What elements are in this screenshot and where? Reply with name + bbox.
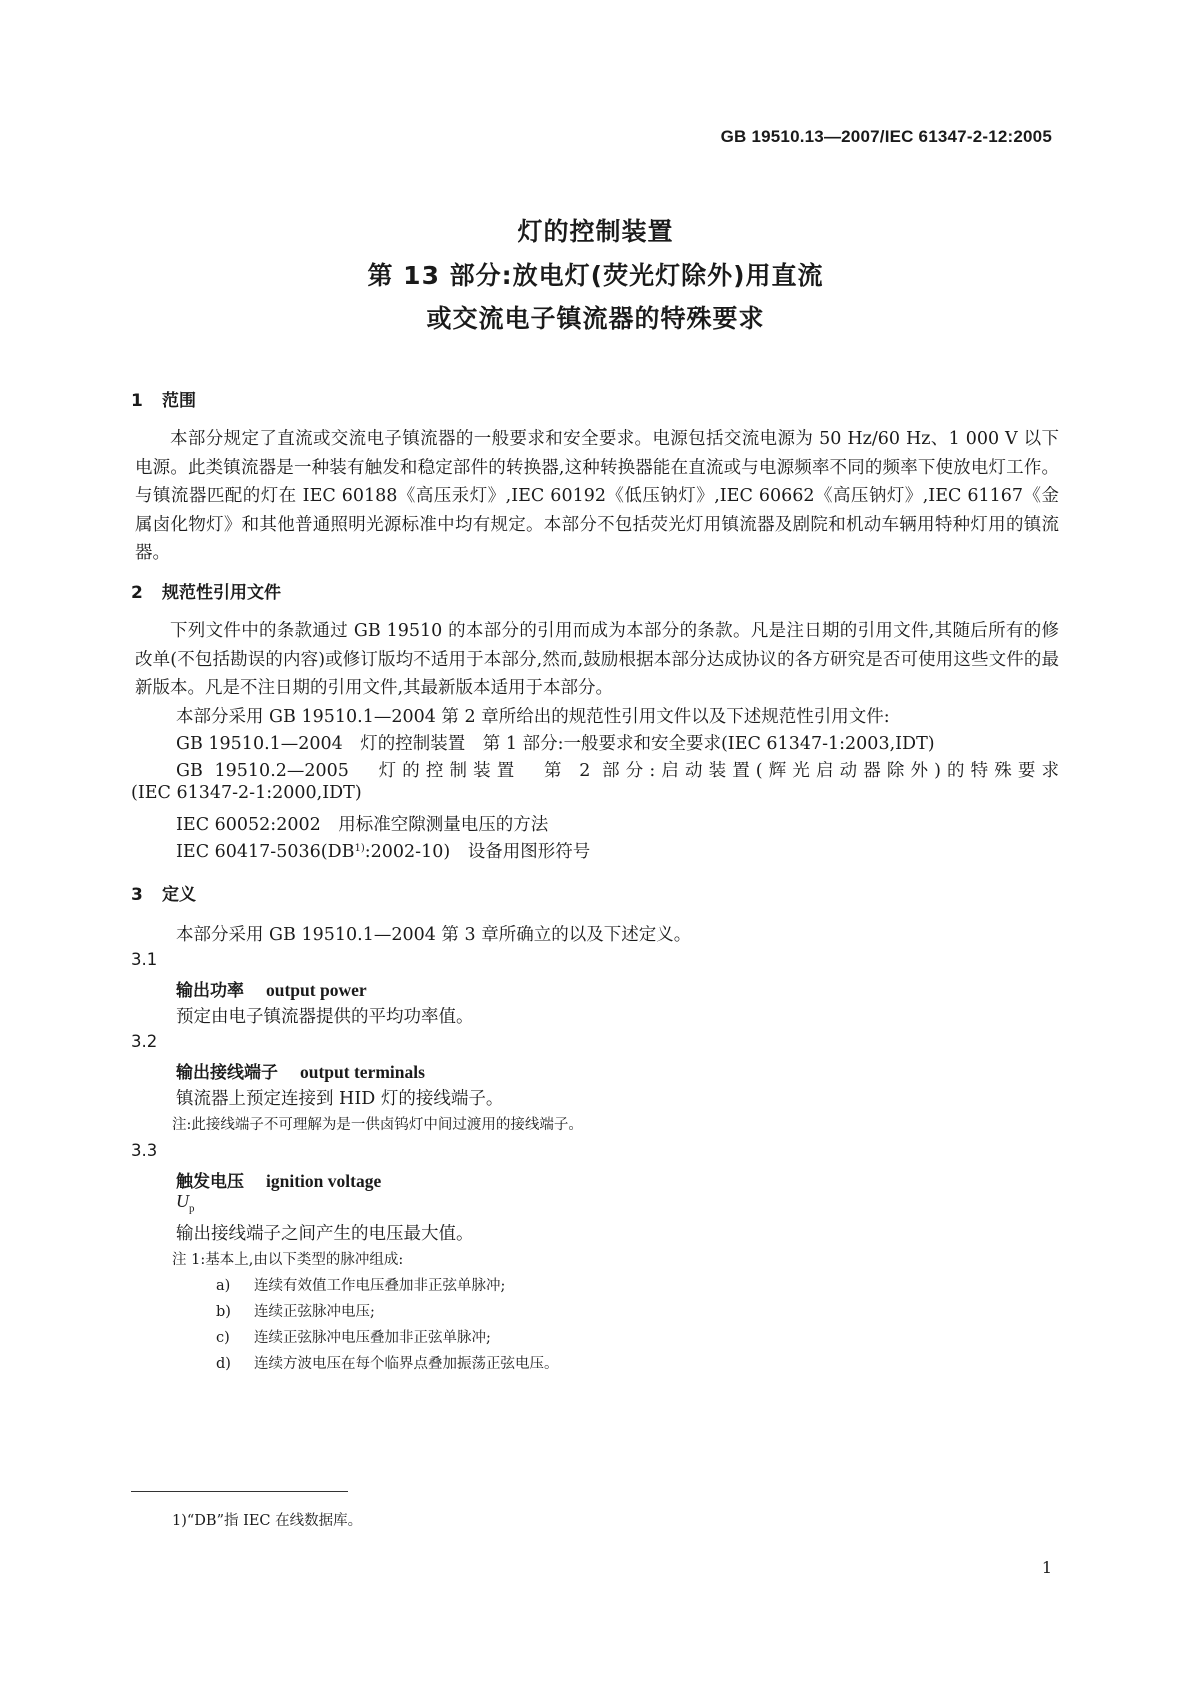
reference-gb19510-1: GB 19510.1—2004 灯的控制装置 第 1 部分:一般要求和安全要求(IEC 61347-1:2003,IDT) bbox=[176, 734, 935, 754]
section-title: 定义 bbox=[162, 885, 196, 905]
reference-iec60417 bbox=[176, 838, 590, 863]
title-line-3: 或交流电子镇流器的特殊要求 bbox=[426, 304, 765, 333]
term-zh: 触发电压 bbox=[176, 1172, 244, 1192]
clause-3-1-number: 3.1 bbox=[131, 950, 158, 969]
term-zh: 输出接线端子 bbox=[176, 1063, 278, 1083]
clause-3-2-number: 3.2 bbox=[131, 1032, 158, 1051]
section-1-paragraph: 本部分规定了直流或交流电子镇流器的一般要求和安全要求。电源包括交流电源为 50 Hz/60 Hz、1 000 V 以下电源。此类镇流器是一种装有触发和稳定部件的转换器,这种转换器能在直流或与电源频率不同的频率下使放电灯工作。与镇流器匹配的灯在 IEC 60188《高压汞灯》,IEC 60192《低压钠灯》,IEC 60662《高压钠灯》,IEC 61167《金属卤化物灯》和其他普通照明光源标准中均有规定。本部分不包括荧光灯用镇流器及剧院和机动车辆用特种灯用的镇流器。 bbox=[135, 429, 1059, 563]
ignition-voltage-symbol bbox=[176, 1191, 195, 1215]
section-1-body bbox=[135, 425, 1059, 568]
term-ignition-voltage bbox=[176, 1167, 381, 1192]
list-label: a) bbox=[216, 1278, 231, 1294]
term-zh: 输出功率 bbox=[176, 981, 244, 1001]
term-en: output terminals bbox=[300, 1062, 425, 1082]
section-3-paragraph: 本部分采用 GB 19510.1—2004 第 3 章所确立的以及下述定义。 bbox=[176, 925, 692, 945]
section-number: 1 bbox=[131, 391, 143, 411]
definition-output-power: 预定由电子镇流器提供的平均功率值。 bbox=[176, 1007, 474, 1027]
section-2-heading bbox=[131, 578, 281, 603]
note-list-item bbox=[216, 1300, 375, 1321]
note-1-ignition-voltage: 注 1:基本上,由以下类型的脉冲组成: bbox=[172, 1252, 404, 1268]
list-text: 连续正弦脉冲电压; bbox=[254, 1304, 375, 1320]
list-label: c) bbox=[216, 1330, 230, 1346]
list-text: 连续有效值工作电压叠加非正弦单脉冲; bbox=[254, 1278, 506, 1294]
term-output-terminals bbox=[176, 1058, 425, 1083]
definition-output-terminals: 镇流器上预定连接到 HID 灯的接线端子。 bbox=[176, 1089, 504, 1109]
section-1-heading bbox=[131, 386, 196, 411]
section-3-heading bbox=[131, 880, 196, 905]
list-label: b) bbox=[216, 1304, 231, 1320]
page-number: 1 bbox=[1041, 1558, 1052, 1577]
list-label: d) bbox=[216, 1356, 231, 1372]
footnote-marker[interactable]: 1) bbox=[354, 843, 365, 854]
section-number: 3 bbox=[131, 885, 143, 905]
section-2-paragraph-1: 下列文件中的条款通过 GB 19510 的本部分的引用而成为本部分的条款。凡是注日期的引用文件,其随后所有的修改单(不包括勘误的内容)或修订版均不适用于本部分,然而,鼓励根据本部分达成协议的各方研究是否可使用这些文件的最新版本。凡是不注日期的引用文件,其最新版本适用于本部分。 bbox=[135, 621, 1059, 698]
title-line-2: 第 13 部分:放电灯(荧光灯除外)用直流 bbox=[367, 261, 824, 290]
definition-ignition-voltage: 输出接线端子之间产生的电压最大值。 bbox=[176, 1224, 474, 1244]
term-en: output power bbox=[266, 980, 367, 1000]
note-list-item bbox=[216, 1326, 491, 1347]
list-text: 连续方波电压在每个临界点叠加振荡正弦电压。 bbox=[254, 1356, 559, 1372]
term-output-power bbox=[176, 976, 367, 1001]
standard-id-header: GB 19510.13—2007/IEC 61347-2-12:2005 bbox=[720, 127, 1052, 146]
note-output-terminals: 注:此接线端子不可理解为是一供卤钨灯中间过渡用的接线端子。 bbox=[172, 1117, 583, 1133]
note-list-item bbox=[216, 1274, 505, 1295]
section-2-body bbox=[135, 617, 1059, 703]
title-line-1: 灯的控制装置 bbox=[517, 217, 674, 246]
clause-3-3-number: 3.3 bbox=[131, 1141, 158, 1160]
term-en: ignition voltage bbox=[266, 1171, 382, 1191]
section-2-paragraph-2: 本部分采用 GB 19510.1—2004 第 2 章所给出的规范性引用文件以及下述规范性引用文件: bbox=[176, 707, 890, 727]
reference-gb19510-2-cont: (IEC 61347-2-1:2000,IDT) bbox=[131, 783, 362, 803]
symbol-u: $U_p$ bbox=[176, 1191, 195, 1215]
reference-gb19510-2: GB 19510.2—2005 灯的控制装置 第 2 部分:启动装置(辉光启动器除外)的特殊要求 bbox=[176, 761, 1059, 781]
footnote-1: 1)“DB”指 IEC 在线数据库。 bbox=[172, 1513, 363, 1529]
reference-iec60052: IEC 60052:2002 用标准空隙测量电压的方法 bbox=[176, 815, 549, 835]
section-title: 规范性引用文件 bbox=[162, 583, 281, 603]
reference-text: :2002-10) 设备用图形符号 bbox=[364, 842, 591, 862]
reference-text: IEC 60417-5036(DB bbox=[176, 842, 355, 862]
footnote-divider bbox=[131, 1491, 348, 1492]
section-title: 范围 bbox=[162, 391, 196, 411]
note-list-item bbox=[216, 1352, 559, 1373]
list-text: 连续正弦脉冲电压叠加非正弦单脉冲; bbox=[254, 1330, 491, 1346]
section-number: 2 bbox=[131, 583, 143, 603]
